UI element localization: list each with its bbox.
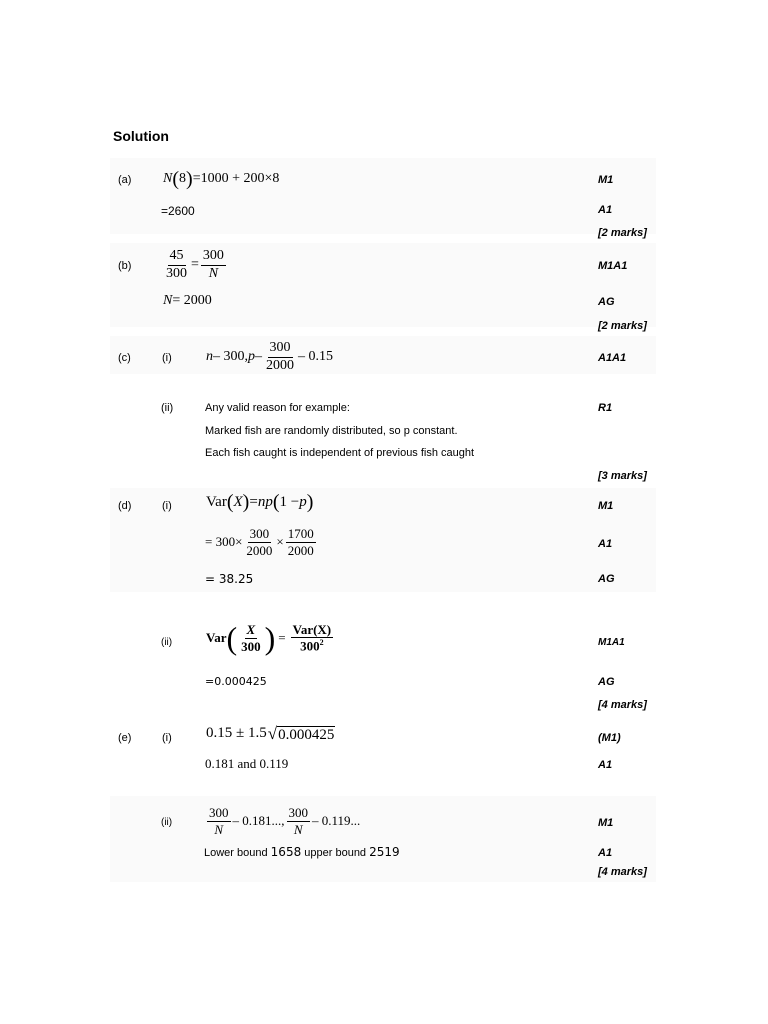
- fraction: $\frac{300}{N}$: [209, 805, 229, 837]
- part-d-ii-label: (ii): [161, 637, 173, 648]
- interval-prefix: 0.15 ± 1.5: [206, 725, 267, 741]
- part-a-mark-2: A1: [598, 204, 613, 216]
- upper-bound-value: 2519: [369, 845, 400, 859]
- upper-equation: – 0.119...: [312, 813, 361, 829]
- fraction: $\frac{1700}{2000}$: [287, 526, 314, 558]
- lower-bound-label: Lower bound: [204, 847, 271, 859]
- part-d-ii-mark-2: AG: [598, 676, 615, 688]
- part-e-ii-label: (ii): [161, 817, 173, 828]
- part-b-value: = 2000: [172, 293, 212, 308]
- equals-sign: =: [278, 630, 286, 645]
- part-d-ii-result: =0.000425: [205, 675, 267, 688]
- p-value: – 0.15: [298, 349, 333, 365]
- part-c-total: [3 marks]: [598, 470, 647, 482]
- part-d-i-mark-1: M1: [598, 500, 614, 512]
- fraction: $\frac{45}{300}$: [166, 248, 187, 281]
- n-value: – 300,: [213, 349, 248, 365]
- part-e-total: [4 marks]: [598, 866, 647, 878]
- part-c-ii-mark: R1: [598, 402, 613, 414]
- part-d-i-result: = 38.25: [205, 572, 254, 586]
- reason-line-3: Each fish caught is independent of previous fish caught: [205, 447, 475, 459]
- lower-equation: – 0.181...,: [232, 813, 285, 829]
- part-e-i-mark-2: A1: [598, 759, 613, 771]
- part-d-ii-mark-1: M1A1: [598, 637, 625, 648]
- part-e-i-label: (i): [162, 732, 172, 744]
- part-a-equation: N ( 8 ) =1000 + 200×8: [163, 168, 280, 190]
- equals-sign: =: [249, 493, 258, 510]
- part-a-mark-1: M1: [598, 174, 614, 186]
- part-d-i-label: (i): [162, 500, 172, 512]
- n-symbol: n: [206, 349, 213, 365]
- p-symbol: p: [248, 349, 255, 365]
- part-c-label: (c): [118, 352, 131, 364]
- part-b-mark-1: M1A1: [598, 260, 628, 272]
- part-c-i-label: (i): [162, 352, 172, 364]
- part-c-i-equation: [206, 341, 333, 373]
- n-argument: 8: [179, 171, 187, 186]
- panel-c: [110, 336, 656, 374]
- part-d-label: (d): [118, 500, 132, 512]
- times-sign: ×: [276, 534, 284, 550]
- square-root: √ 0.000425: [267, 723, 335, 743]
- part-b-label: (b): [118, 260, 132, 272]
- reason-line-1: Any valid reason for example:: [205, 402, 350, 414]
- part-e-ii-mark-1: M1: [598, 817, 614, 829]
- fraction: $\frac{\text{Var(X)}}{300^2}$: [292, 621, 332, 654]
- lower-bound-value: 1658: [270, 845, 302, 859]
- p-symbol: p: [299, 493, 307, 510]
- part-e-ii-mark-2: A1: [598, 847, 613, 859]
- reason-line-2: Marked fish are randomly distributed, so p constant.: [205, 425, 458, 437]
- part-e-i-result: 0.181 and 0.119: [205, 756, 289, 771]
- part-d-i-substitution: [205, 527, 318, 557]
- equals-sign: –: [255, 349, 262, 365]
- part-a-total: [2 marks]: [598, 227, 647, 239]
- one-minus: 1 −: [279, 493, 300, 510]
- part-e-ii-equation: [205, 806, 360, 836]
- n-symbol: N: [163, 171, 173, 186]
- panel-e: [110, 796, 656, 882]
- x-symbol: X: [233, 493, 243, 510]
- var-operator: Var: [206, 630, 227, 645]
- part-d-i-mark-2: A1: [598, 538, 613, 550]
- part-d-i-equation: Var ( X ) = np ( 1 − p ): [206, 491, 314, 513]
- n-symbol: N: [163, 293, 173, 308]
- part-b-total: [2 marks]: [598, 320, 647, 332]
- fraction: $\frac{X}{300}$: [241, 621, 261, 654]
- fraction: $\frac{300}{2000}$: [266, 340, 294, 373]
- part-d-ii-equation: Var ( $\frac{X}{300}$ ) = $\frac{\text{Var(X)}}{300^2}$: [206, 620, 332, 656]
- part-e-ii-result: [204, 845, 400, 859]
- part-e-label: (e): [118, 732, 132, 744]
- part-a-rhs: =1000 + 200×8: [192, 171, 280, 186]
- upper-bound-label: upper bound: [301, 847, 370, 859]
- panel-d: [110, 488, 656, 592]
- equals-sign: =: [191, 257, 199, 273]
- part-e-i-mark-1: (M1): [598, 732, 621, 744]
- fraction: $\frac{300}{N}$: [202, 248, 224, 281]
- page-title: Solution: [113, 128, 169, 144]
- var-operator: Var: [206, 493, 227, 510]
- part-c-i-mark: A1A1: [598, 352, 627, 364]
- fraction: $\frac{300}{N}$: [288, 805, 308, 837]
- part-a-result: =2600: [161, 204, 195, 218]
- fraction: $\frac{300}{2000}$: [246, 526, 273, 558]
- part-d-i-mark-3: AG: [598, 573, 615, 585]
- part-d-total: [4 marks]: [598, 699, 647, 711]
- np-symbol: np: [257, 493, 273, 510]
- part-b-result: [163, 293, 212, 309]
- part-b-mark-2: AG: [598, 296, 615, 308]
- part-b-equation: [162, 249, 228, 281]
- part-a-label: (a): [118, 174, 132, 186]
- part-e-i-equation: [206, 725, 335, 742]
- part-c-ii-label: (ii): [161, 402, 174, 414]
- product-prefix: = 300×: [205, 534, 243, 550]
